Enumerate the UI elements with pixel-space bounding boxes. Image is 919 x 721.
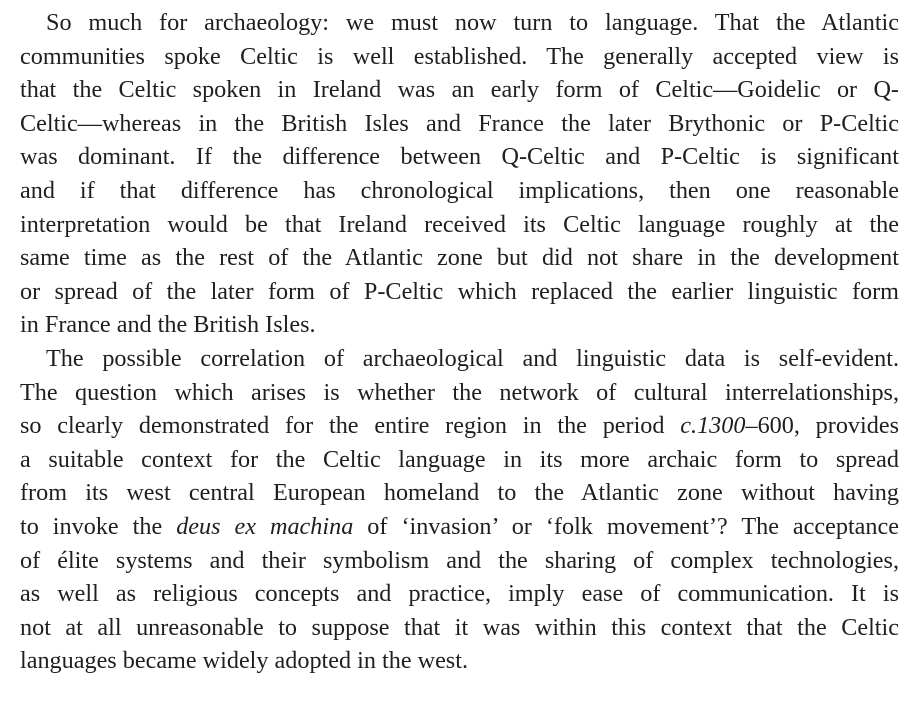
text-line: that the Celtic spoken in Ireland was an early form of Celtic—Goidelic or Q- (20, 76, 899, 104)
text-line: languages became widely adopted in the west. (20, 647, 468, 675)
italic-phrase: c.1300 (680, 412, 746, 440)
text-line: to invoke the deus ex machina of ‘invasion’ or ‘folk movement’? The acceptance (20, 512, 899, 540)
text-line: same time as the rest of the Atlantic zone but did not share in the development (20, 244, 899, 272)
text-line: from its west central European homeland to the Atlantic zone without having (20, 479, 899, 507)
italic-phrase: deus ex machina (176, 512, 354, 540)
paragraph-2 (20, 342, 899, 678)
text-line: So much for archaeology: we must now turn to language. That the Atlantic (46, 9, 899, 36)
text-line: not at all unreasonable to suppose that it was within this context that the Celtic (20, 613, 899, 641)
text-line: The question which arises is whether the network of cultural interrelationships, (20, 378, 899, 406)
text-line: in France and the British Isles. (20, 311, 316, 339)
text-line: a suitable context for the Celtic language in its more archaic form to spread (20, 445, 899, 473)
text-line: of élite systems and their symbolism and the sharing of complex technologies, (20, 546, 899, 574)
paragraph-1 (20, 6, 899, 342)
text-line: and if that difference has chronological implications, then one reasonable (20, 176, 899, 204)
text-line: interpretation would be that Ireland received its Celtic language roughly at the (20, 210, 899, 238)
text-line: as well as religious concepts and practice, imply ease of communication. It is (20, 580, 899, 608)
text-line: was dominant. If the difference between Q-Celtic and P-Celtic is significant (20, 143, 899, 171)
text-line: Celtic—whereas in the British Isles and France the later Brythonic or P-Celtic (20, 109, 899, 137)
text-line: so clearly demonstrated for the entire region in the period c.1300–600, provides (20, 412, 899, 440)
document-page (20, 6, 899, 678)
text-line: The possible correlation of archaeological and linguistic data is self-evident. (46, 344, 899, 372)
text-line: or spread of the later form of P-Celtic which replaced the earlier linguistic form (20, 277, 899, 305)
text-line: communities spoke Celtic is well established. The generally accepted view is (20, 42, 899, 70)
